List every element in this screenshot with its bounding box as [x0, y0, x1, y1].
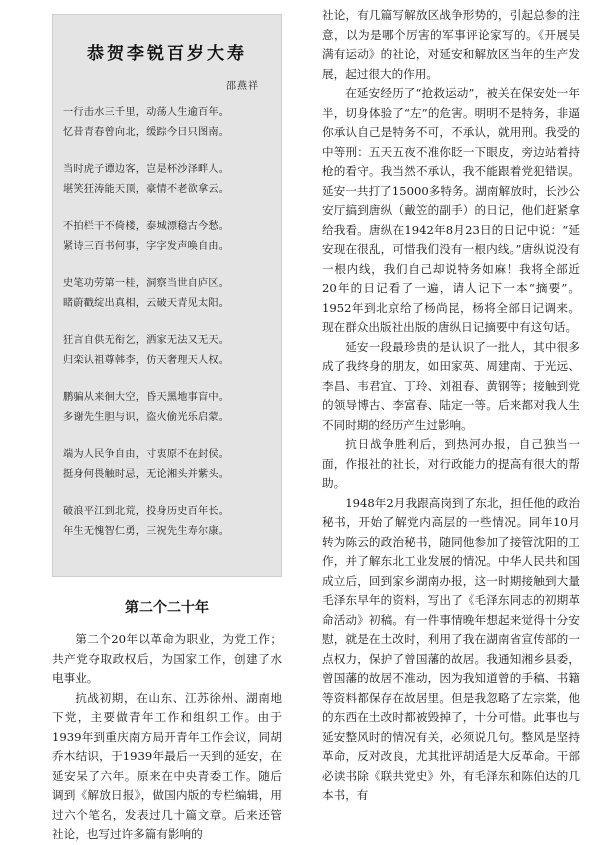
poem-box [52, 14, 282, 577]
section-heading: 第二个二十年 [125, 600, 209, 616]
poem-line: 端为人民争自由，寸衷原不在封侯。 [63, 449, 230, 460]
poem-line: 紧诗三百书何事，字字发声唤自由。 [63, 241, 230, 252]
poem-author: 邵燕祥 [226, 81, 259, 92]
poem-line: 鹏骗从来徊大空，昏天黑地事盲中。 [63, 392, 230, 403]
paragraph: 第二个20年以革命为职业，为党工作；共产党夺取政权后，为国家工作，创建了水电事业。 [52, 632, 282, 685]
left-column [52, 630, 282, 845]
paragraph: 抗战初期，在山东、江苏徐州、湖南地下党，主要做青年工作和组织工作。由于1939年到重庆南方局开青年工作会议，同胡乔木结识，于1939年最后一天到的延安，在延安呆了六年。原来在中央青委工作。随后调到《解放日报》，做国内版的专栏编辑，用过六个笔名，发表过几十篇文章。后来还管社论，也写过许多篇有影响的 [52, 690, 282, 841]
paragraph: 社论，有几篇写解放区战争形势的，引起总参的注意，以为是哪个厉害的军事评论家写的。《开展吴满有运动》的社论，对延安和解放区当年的生产发展，起过很大的作用。 [322, 8, 580, 81]
poem-line: 挺身何畏触时忌，无论湘头并紫头。 [63, 469, 230, 480]
poem-line: 不拍栏干不倚楼，泰城漂稳古今愁。 [63, 221, 230, 232]
poem-line: 多谢先生胆与识，盗火偷光乐启蒙。 [63, 412, 230, 423]
paragraph: 延安一段最珍贵的是认识了一批人，其中很多成了我终身的朋友，如田家英、周建南、于光远、李昌、韦君宜、丁玲、刘祖春、黄钢等；接触到党的领导博古、李富春、陆定一等。后来都对我人生不同时期的经历产生过影响。 [322, 339, 580, 432]
paragraph: 抗日战争胜利后，到热河办报，自己独当一面，作报社的社长，对行政能力的提高有很大的帮助。 [322, 437, 580, 490]
poem-line: 年生无愧智仁勇，三祝先生寿尔康。 [63, 526, 230, 537]
poem-stanza [63, 160, 273, 200]
poem-line: 睹蔚戳绽出真相，云破天青见太阳。 [63, 298, 230, 309]
poem-stanza [63, 445, 273, 485]
poem-title: 恭贺李锐百岁大寿 [87, 44, 247, 64]
paragraph: 在延安经历了“抢救运动”，被关在保安处一年半，切身体验了“左”的危害。明明不是特务，非逼你承认自己是特务不可，不承认，就用刑。我受的中等刑：五天五夜不准你眨一下眼皮，旁边站着持枪的看守。我当然不承认，我不能跟着党犯错误。延安一共打了15000多特务。湖南解放时，长沙公安厅搞到唐纵（戴笠的副手）的日记，他们赶紧拿给我看。唐纵在1942年8月23日的日记中说：“延安现在很乱，可惜我们没有一根内线。”唐纵说没有一根内线，我们自己却说特务如麻！我将全部近20年的日记看了一遍，请人记下一本“摘要”。1952年到北京给了杨尚昆，杨将全部日记调来。现在群众出版社出版的唐纵日记摘要中有这句话。 [322, 86, 580, 334]
paragraph: 1948年2月我跟高岗到了东北，担任他的政治秘书，开始了解党内高层的一些情况。同年10月转为陈云的政治秘书，随同他参加了接管沈阳的工作，并了解东北工业发展的情况。中华人民共和国成立后，回到家乡湖南办报，这一时期接触到大量毛泽东早年的资料，写出了《毛泽东同志的初期革命活动》初稿。有一件事情晚年想起来觉得十分安慰，就是在土改时，利用了我在湖南省宣传部的一点权力，保护了曾国藩的故居。我通知湘乡县委，曾国藩的故居不准动，因为我知道曾的手稿、书籍等资料都保存在故居里。但是我忽略了左宗棠，他的东西在土改时都被毁掉了，十分可惜。此事也与延安整风时的情况有关，必须说几句。整风是坚持革命，反对改良，尤其批评胡适是大反革命。干部必读书除《联共党史》外，有毛泽东和陈伯达的几本书，有 [322, 495, 580, 802]
poem-stanza [63, 502, 273, 542]
poem-stanza [63, 274, 273, 314]
poem-line: 史笔功劳第一桂，洞察当世自庐区。 [63, 278, 230, 289]
poem-line: 归栾认祖尊韩李，仿天奢理天人权。 [63, 355, 230, 366]
poem-stanza [63, 388, 273, 428]
right-column [322, 6, 580, 806]
poem-stanza [63, 103, 273, 143]
poem-stanza [63, 331, 273, 371]
poem-line: 一行击水三千里，动荡人生逾百年。 [63, 107, 230, 118]
poem-line: 忆昔青春曾向北，缓踪今日只图南。 [63, 127, 230, 138]
poem-line: 当时虎子谭边客，岂是杯沙泽畔人。 [63, 164, 230, 175]
poem-line: 堪笑狂涛能天顶，豪情不老欲拿云。 [63, 184, 230, 195]
poem-stanza [63, 217, 273, 257]
poem-line: 破浪平江到北荒，投身历史百年长。 [63, 506, 230, 517]
poem-line: 狂言自供无衔乞，洒家无法又无天。 [63, 335, 230, 346]
